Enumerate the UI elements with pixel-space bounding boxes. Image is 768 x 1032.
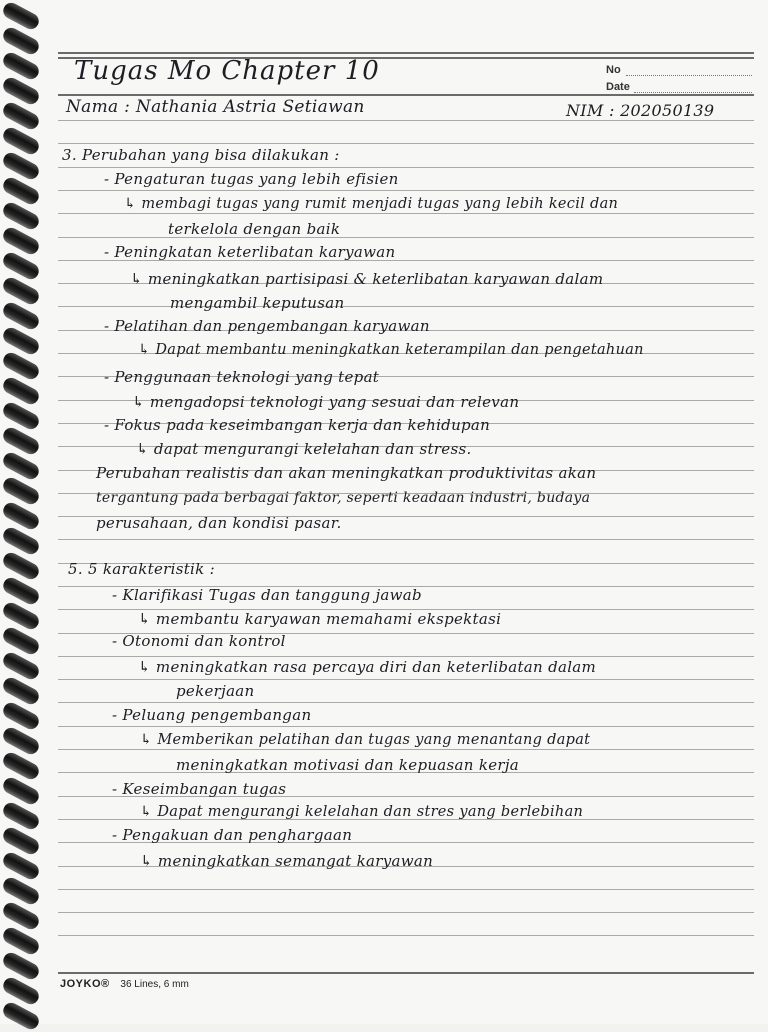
note-line: - Pengakuan dan penghargaan (112, 826, 353, 844)
spiral-coil (0, 450, 41, 482)
paper-spec: 36 Lines, 6 mm (120, 979, 189, 990)
ruled-line (58, 726, 754, 727)
section-3-heading: 3. Perubahan yang bisa dilakukan : (62, 146, 340, 164)
ruled-line (58, 702, 754, 703)
spiral-coil (0, 800, 41, 832)
section-5-heading: 5. 5 karakteristik : (68, 560, 215, 578)
spiral-coil (0, 50, 41, 82)
note-line: ↳ mengadopsi teknologi yang sesuai dan relevan (132, 393, 520, 411)
spiral-coil (0, 150, 41, 182)
note-line: ↳ membagi tugas yang rumit menjadi tugas yang lebih kecil dan (124, 196, 619, 212)
header-top-rule (58, 52, 754, 54)
ruled-line (58, 190, 754, 191)
ruled-line (58, 167, 754, 168)
spiral-coil (0, 900, 41, 932)
spiral-coil (0, 25, 41, 57)
spiral-coil (0, 475, 41, 507)
note-line: pekerjaan (176, 682, 255, 700)
spiral-coil (0, 925, 41, 957)
spiral-coil (0, 0, 41, 32)
ruled-line (58, 889, 754, 890)
ruled-line (58, 237, 754, 238)
spiral-coil (0, 350, 41, 382)
note-line: terkelola dengan baik (168, 220, 341, 238)
note-line: - Otonomi dan kontrol (112, 632, 286, 650)
spiral-coil (0, 275, 41, 307)
note-line: ↳ meningkatkan rasa percaya diri dan keterlibatan dalam (138, 658, 597, 676)
spiral-coil (0, 400, 41, 432)
ruled-line (58, 749, 754, 750)
note-line: ↳ meningkatkan semangat karyawan (140, 852, 434, 870)
spiral-coil (0, 75, 41, 107)
note-line: perusahaan, dan kondisi pasar. (96, 514, 342, 532)
spiral-coil (0, 600, 41, 632)
note-line: ↳ Memberikan pelatihan dan tugas yang menantang dapat (140, 732, 591, 748)
spiral-coil (0, 550, 41, 582)
note-line: - Klarifikasi Tugas dan tanggung jawab (112, 586, 422, 604)
note-line: ↳ Dapat membantu meningkatkan keterampilan dan pengetahuan (138, 342, 644, 358)
spiral-binding (0, 0, 48, 1024)
no-field-line (626, 75, 752, 76)
spiral-coil (0, 300, 41, 332)
note-line: - Fokus pada keseimbangan kerja dan kehidupan (104, 416, 491, 434)
spiral-coil (0, 650, 41, 682)
spiral-coil (0, 575, 41, 607)
note-line: - Peningkatan keterlibatan karyawan (104, 243, 396, 261)
note-line: ↳ membantu karyawan memahami ekspektasi (138, 610, 502, 628)
spiral-coil (0, 175, 41, 207)
note-line: ↳ Dapat mengurangi kelelahan dan stres yang berlebihan (140, 804, 584, 820)
ruled-line (58, 539, 754, 540)
spiral-coil (0, 700, 41, 732)
ruled-line (58, 306, 754, 307)
spiral-coil (0, 1000, 41, 1032)
spiral-coil (0, 225, 41, 257)
ruled-line (58, 679, 754, 680)
student-id: NIM : 202050139 (566, 101, 715, 120)
brand-logo: JOYKO® (60, 978, 110, 990)
note-line: mengambil keputusan (170, 294, 345, 312)
page-title: Tugas Mo Chapter 10 (74, 56, 380, 86)
note-line: - Pengaturan tugas yang lebih efisien (104, 170, 399, 188)
footer-rule (58, 972, 754, 974)
ruled-line (58, 912, 754, 913)
date-label: Date (606, 81, 630, 93)
spiral-coil (0, 250, 41, 282)
spiral-coil (0, 825, 41, 857)
spiral-coil (0, 200, 41, 232)
spiral-coil (0, 675, 41, 707)
note-line: meningkatkan motivasi dan kepuasan kerja (176, 756, 520, 774)
note-line: - Penggunaan teknologi yang tepat (104, 368, 380, 386)
spiral-coil (0, 500, 41, 532)
no-label: No (606, 64, 621, 76)
note-line: ↳ dapat mengurangi kelelahan dan stress. (136, 440, 472, 458)
spiral-coil (0, 375, 41, 407)
ruled-line (58, 935, 754, 936)
ruled-line (58, 143, 754, 144)
spiral-coil (0, 425, 41, 457)
ruled-line (58, 120, 754, 121)
spiral-coil (0, 125, 41, 157)
student-name: Nama : Nathania Astria Setiawan (66, 97, 365, 117)
spiral-coil (0, 750, 41, 782)
spiral-coil (0, 950, 41, 982)
spiral-coil (0, 625, 41, 657)
date-field-line (634, 92, 752, 93)
spiral-coil (0, 325, 41, 357)
note-line: ↳ meningkatkan partisipasi & keterlibatan karyawan dalam (130, 270, 604, 288)
note-line: tergantung pada berbagai faktor, seperti keadaan industri, budaya (96, 490, 591, 506)
spiral-coil (0, 975, 41, 1007)
ruled-line (58, 213, 754, 214)
note-line: - Pelatihan dan pengembangan karyawan (104, 317, 430, 335)
spiral-coil (0, 100, 41, 132)
spiral-coil (0, 850, 41, 882)
spiral-coil (0, 775, 41, 807)
note-line: - Peluang pengembangan (112, 706, 312, 724)
spiral-coil (0, 525, 41, 557)
spiral-coil (0, 725, 41, 757)
note-line: Perubahan realistis dan akan meningkatkan produktivitas akan (96, 464, 597, 482)
ruled-line (58, 656, 754, 657)
notebook-footer (60, 978, 189, 990)
note-line: - Keseimbangan tugas (112, 780, 287, 798)
header-divider (58, 94, 754, 96)
spiral-coil (0, 875, 41, 907)
